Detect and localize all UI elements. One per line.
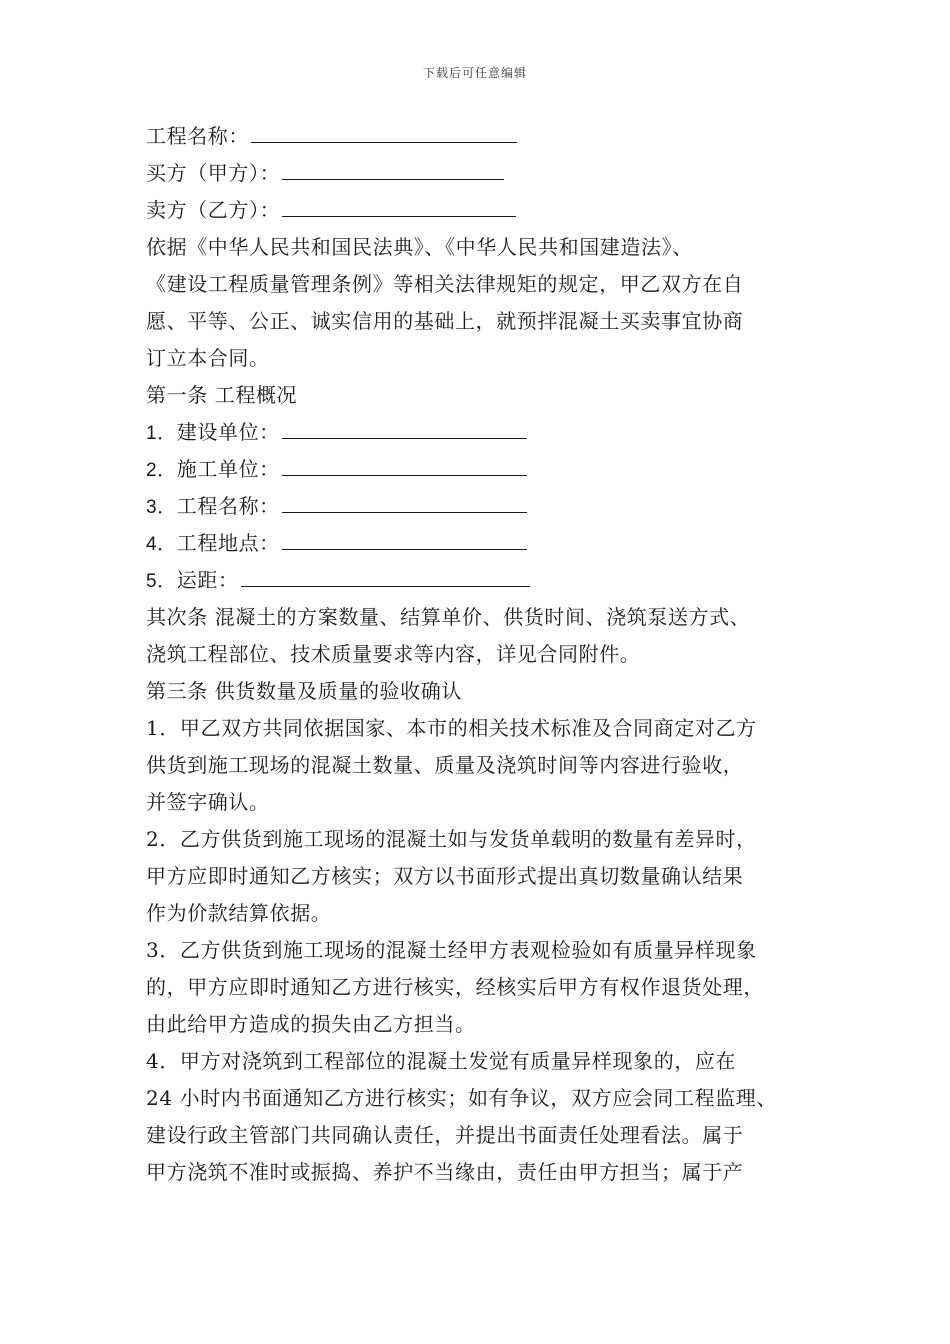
item-blank <box>282 527 527 550</box>
header-note: 下载后可任意编辑 <box>422 66 527 80</box>
item-label: 工程地点： <box>176 531 280 555</box>
item-blank <box>282 490 527 513</box>
article1-item <box>146 525 816 562</box>
intro-line: 愿、平等、公正、诚实信用的基础上，就预拌混凝土买卖事宜协商 <box>146 309 744 333</box>
project-name-field <box>146 118 816 155</box>
seller-field <box>146 192 816 229</box>
item-number: 4． <box>146 534 177 555</box>
article3-para1-line: 1．甲乙双方共同依据国家、本市的相关技术标准及合同商定对乙方 <box>146 716 757 740</box>
project-name-label: 工程名称： <box>146 124 249 148</box>
article2-line: 其次条 混凝土的方案数量、结算单价、供货时间、浇筑泵送方式、 <box>146 605 751 629</box>
article1-title: 第一条 工程概况 <box>146 383 298 407</box>
item-number: 3． <box>146 497 177 518</box>
intro-line: 依据《中华人民共和国民法典》、《中华人民共和国建造法》、 <box>146 235 693 259</box>
article3-para2-line: 2．乙方供货到施工现场的混凝土如与发货单载明的数量有差异时， <box>146 827 757 851</box>
buyer-label: 买方（甲方）： <box>146 161 281 185</box>
article2-line: 浇筑工程部位、技术质量要求等内容，详见合同附件。 <box>146 642 641 666</box>
article3-para3-line: 的，甲方应即时通知乙方进行核实，经核实后甲方有权作退货处理， <box>146 975 764 999</box>
seller-blank <box>282 194 516 217</box>
item-number: 2． <box>146 460 177 481</box>
article3-para2-line: 作为价款结算依据。 <box>146 901 332 925</box>
article3-para4-line: 甲方浇筑不准时或振捣、养护不当缘由，责任由甲方担当；属于产 <box>146 1160 744 1184</box>
article3-para3-line: 3．乙方供货到施工现场的混凝土经甲方表观检验如有质量异样现象 <box>146 938 757 962</box>
article3-para4-line: 24 小时内书面通知乙方进行核实；如有争议，双方应会同工程监理、 <box>146 1086 778 1110</box>
buyer-field <box>146 155 816 192</box>
item-blank <box>282 416 527 439</box>
buyer-blank <box>282 157 504 180</box>
project-name-blank <box>251 120 517 143</box>
article3-para4-line: 建设行政主管部门共同确认责任，并提出书面责任处理看法。属于 <box>146 1123 744 1147</box>
article1-item <box>146 562 816 599</box>
article3-para2-line: 甲方应即时通知乙方核实；双方以书面形式提出真切数量确认结果 <box>146 864 744 888</box>
item-number: 1． <box>146 423 177 444</box>
item-label: 建设单位： <box>176 420 280 444</box>
item-label: 施工单位： <box>176 457 280 481</box>
article1-item <box>146 488 816 525</box>
article3-para1-line: 供货到施工现场的混凝土数量、质量及浇筑时间等内容进行验收， <box>146 753 744 777</box>
item-number: 5． <box>146 571 177 592</box>
article3-title: 第三条 供货数量及质量的验收确认 <box>146 679 462 703</box>
article1-item <box>146 414 816 451</box>
article3-para1-line: 并签字确认。 <box>146 790 270 814</box>
item-label: 运距： <box>176 568 239 592</box>
intro-line: 《建设工程质量管理条例》等相关法律规矩的规定，甲乙双方在自 <box>146 272 744 296</box>
item-label: 工程名称： <box>176 494 280 518</box>
item-blank <box>241 564 530 587</box>
seller-label: 卖方（乙方）： <box>146 198 281 222</box>
article1-item <box>146 451 816 488</box>
article3-para3-line: 由此给甲方造成的损失由乙方担当。 <box>146 1012 476 1036</box>
article3-para4-line: 4．甲方对浇筑到工程部位的混凝土发觉有质量异样现象的，应在 <box>146 1049 737 1073</box>
intro-line: 订立本合同。 <box>146 346 270 370</box>
item-blank <box>282 453 527 476</box>
contract-body <box>146 118 816 1191</box>
